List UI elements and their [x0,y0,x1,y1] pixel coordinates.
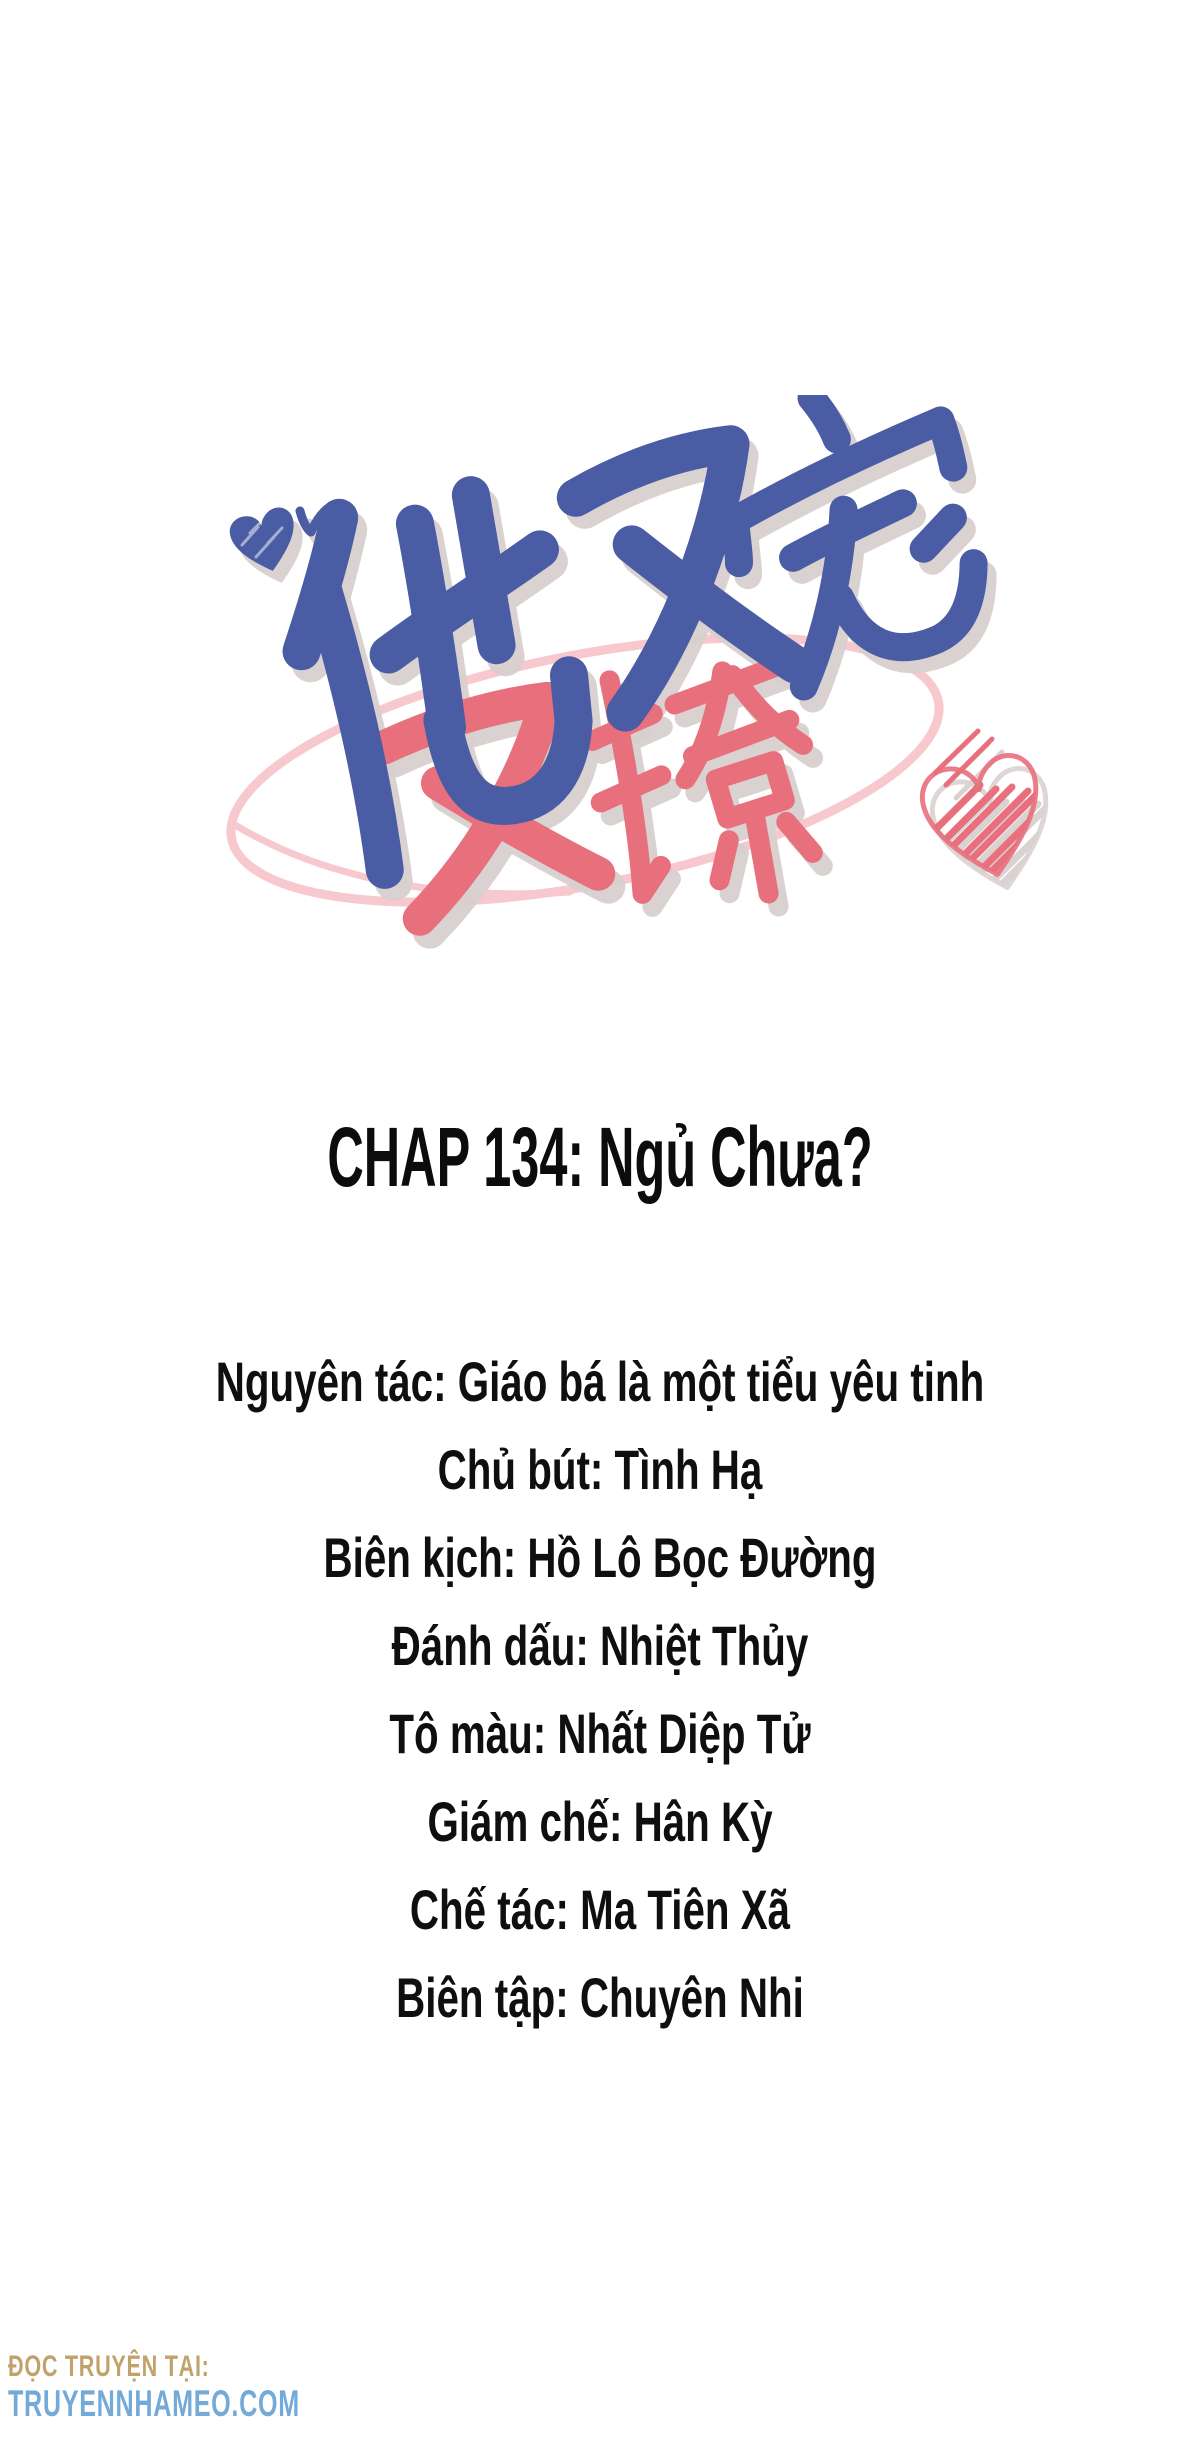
credits-block [0,1338,1200,2042]
credit-line-original: Nguyên tác: Giáo bá là một tiểu yêu tinh [215,1350,985,1413]
chapter-title: CHAP 134: Ngủ Chưa? [327,1110,873,1204]
series-logo-art [140,395,1070,960]
watermark [8,2350,437,2424]
credit-line-author: Chủ bút: Tình Hạ [437,1438,763,1501]
series-logo [140,395,1070,960]
watermark-label: ĐỌC TRUYỆN TẠI: [8,2350,210,2383]
credit-line-production: Chế tác: Ma Tiên Xã [409,1878,791,1941]
credit-line-screenwriter: Biên kịch: Hồ Lô Bọc Đường [323,1526,877,1589]
credit-line-colorist: Tô màu: Nhất Diệp Tử [389,1702,811,1765]
watermark-site: TRUYENNHAMEO.COM [8,2383,300,2424]
credit-line-lineart: Đánh dấu: Nhiệt Thủy [391,1614,809,1677]
credit-line-editor: Biên tập: Chuyên Nhi [396,1966,804,2029]
credit-line-supervisor: Giám chế: Hân Kỳ [427,1790,773,1853]
